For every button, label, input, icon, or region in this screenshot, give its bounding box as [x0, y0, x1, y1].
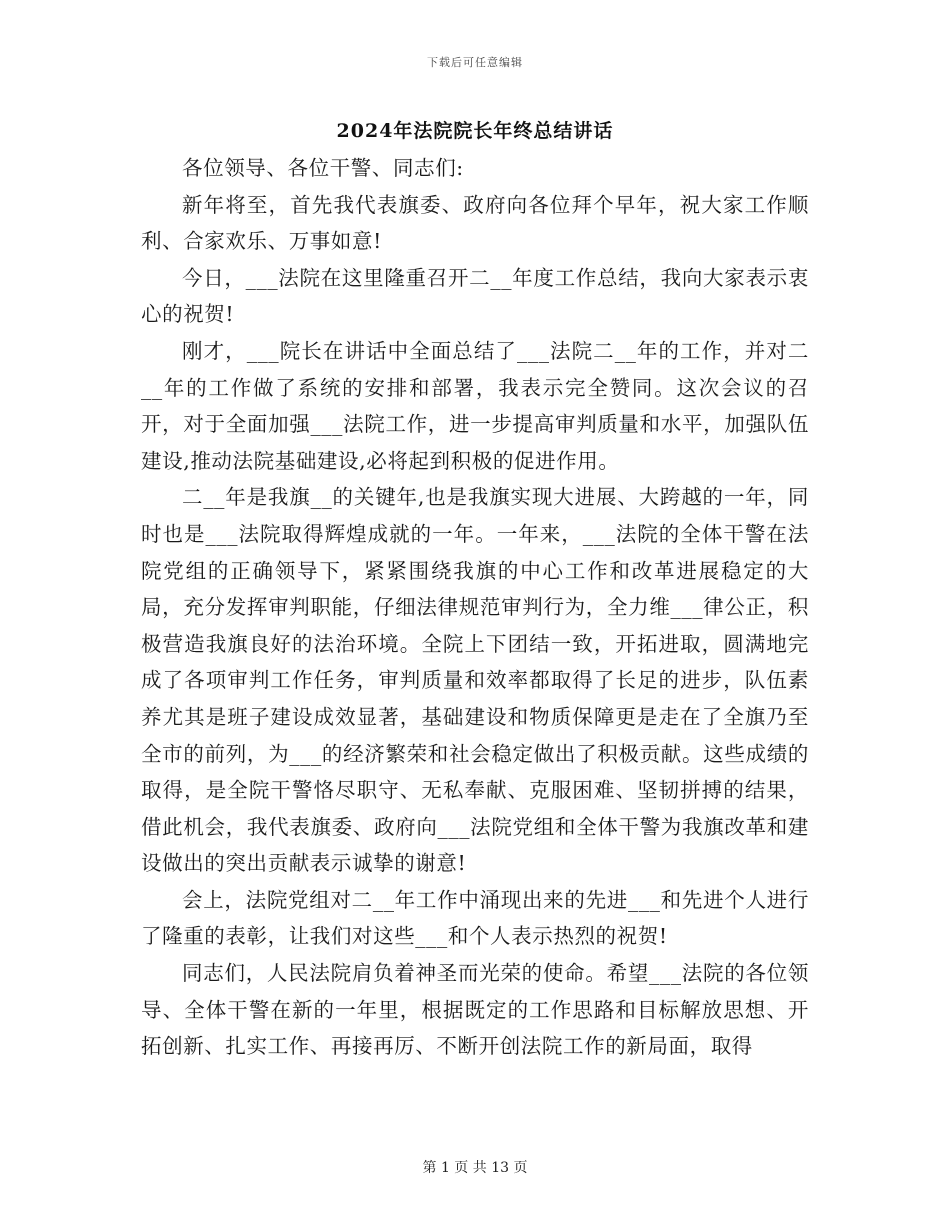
paragraph-new-year-greeting: 新年将至，首先我代表旗委、政府向各位拜个早年，祝大家工作顺利、合家欢乐、万事如意!: [141, 192, 809, 254]
header-note: 下载后可任意编辑: [427, 56, 523, 69]
document-body: [141, 150, 809, 1065]
paragraph-endorsement: 刚才，___院长在讲话中全面总结了___法院二__年的工作，并对二__年的工作做了系统的安排和部署，我表示完全赞同。这次会议的召开，对于全面加强___法院工作，进一步提高审判质量和水平，加强队伍建设,推动法院基础建设,必将起到积极的促进作用。: [141, 338, 809, 473]
paragraph-salutation: 各位领导、各位干警、同志们:: [182, 156, 464, 180]
page-number: 第 1 页 共 13 页: [422, 1160, 528, 1176]
paragraph-congratulations: 今日，___法院在这里隆重召开二__年度工作总结，我向大家表示衷心的祝贺!: [141, 265, 809, 327]
paragraph-commendation: 会上，法院党组对二__年工作中涌现出来的先进___和先进个人进行了隆重的表彰，让我们对这些___和个人表示热烈的祝贺!: [141, 887, 809, 949]
paragraph-achievements: 二__年是我旗__的关键年,也是我旗实现大进展、大跨越的一年，同时也是___法院取得辉煌成就的一年。一年来，___法院的全体干警在法院党组的正确领导下，紧紧围绕我旗的中心工作和改革进展稳定的大局，充分发挥审判职能，仔细法律规范审判行为，全力维___律公正，积极营造我旗良好的法治环境。全院上下团结一致，开拓进取，圆满地完成了各项审判工作任务，审判质量和效率都取得了长足的进步，队伍素养尤其是班子建设成效显著，基础建设和物质保障更是走在了全旗乃至全市的前列，为___的经济繁荣和社会稳定做出了积极贡献。这些成绩的取得，是全院干警恪尽职守、无私奉献、克服困难、坚韧拼搏的结果，借此机会，我代表旗委、政府向___法院党组和全体干警为我旗改革和建设做出的突出贡献表示诚挚的谢意!: [141, 485, 809, 876]
document-title: 2024年法院院长年终总结讲话: [336, 120, 614, 142]
paragraph-expectations: 同志们，人民法院肩负着神圣而光荣的使命。希望___法院的各位领导、全体干警在新的一年里，根据既定的工作思路和目标解放思想、开拓创新、扎实工作、再接再厉、不断开创法院工作的新局面，取得: [141, 961, 809, 1059]
